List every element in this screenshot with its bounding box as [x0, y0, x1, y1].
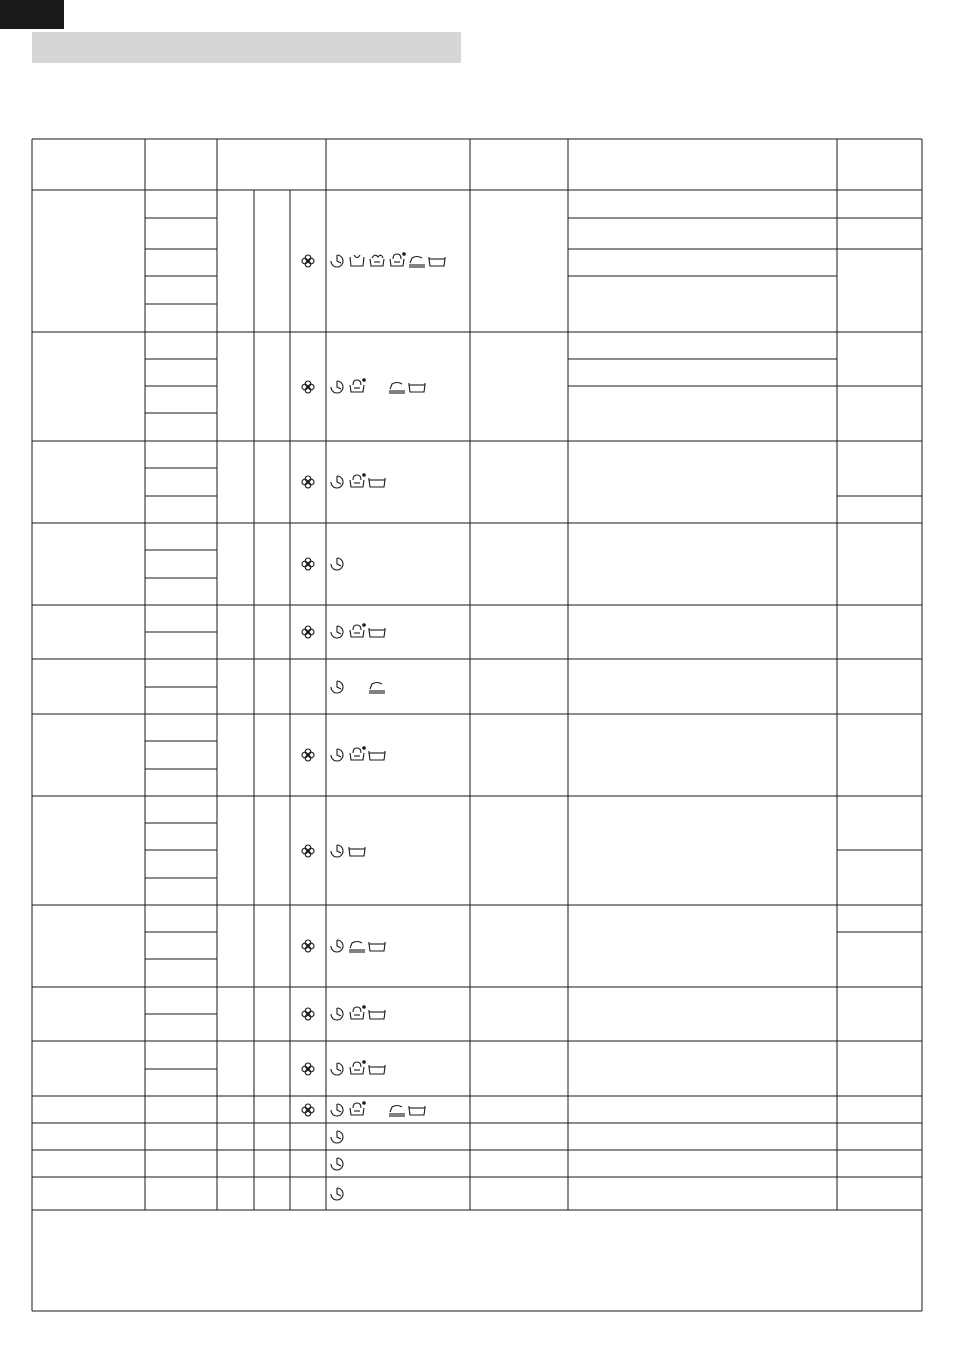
easy-iron-icon — [409, 257, 425, 268]
easy-iron-icon — [369, 683, 385, 694]
extra-rinse-icon — [369, 628, 385, 637]
intensive-icon — [350, 623, 366, 637]
flower-icon — [302, 255, 314, 267]
flower-icon — [302, 558, 314, 570]
extra-rinse-icon — [369, 751, 385, 760]
table-grid — [32, 139, 922, 1311]
extra-rinse-icon — [409, 383, 425, 392]
extra-rinse-icon — [429, 257, 445, 266]
timer-icon — [331, 681, 343, 693]
table-icons — [302, 252, 445, 1200]
timer-icon — [331, 749, 343, 761]
timer-icon — [331, 255, 343, 267]
intensive-icon — [350, 1060, 366, 1074]
flower-icon — [302, 940, 314, 952]
flower-icon — [302, 845, 314, 857]
extra-rinse-icon — [349, 847, 365, 856]
flower-icon — [302, 749, 314, 761]
timer-icon — [331, 1008, 343, 1020]
timer-icon — [331, 1188, 343, 1200]
intensive-icon — [350, 1101, 366, 1115]
timer-icon — [331, 940, 343, 952]
flower-icon — [302, 381, 314, 393]
intensive-icon — [350, 378, 366, 392]
flower-icon — [302, 1063, 314, 1075]
extra-rinse-icon — [409, 1106, 425, 1115]
timer-icon — [331, 558, 343, 570]
extra-rinse-icon — [369, 1065, 385, 1074]
intensive-icon — [350, 473, 366, 487]
extra-rinse-icon — [369, 1010, 385, 1019]
timer-icon — [331, 476, 343, 488]
flower-icon — [302, 1008, 314, 1020]
extra-rinse-icon — [369, 478, 385, 487]
easy-iron-icon — [349, 942, 365, 953]
flower-icon — [302, 476, 314, 488]
timer-icon — [331, 1063, 343, 1075]
stain-icon — [370, 255, 384, 266]
timer-icon — [331, 1104, 343, 1116]
intensive-icon — [350, 746, 366, 760]
timer-icon — [331, 1131, 343, 1143]
flower-icon — [302, 1104, 314, 1116]
intensive-icon — [350, 1005, 366, 1019]
timer-icon — [331, 626, 343, 638]
flower-icon — [302, 626, 314, 638]
timer-icon — [331, 381, 343, 393]
timer-icon — [331, 1158, 343, 1170]
prewash-icon — [350, 255, 364, 266]
easy-iron-icon — [389, 1106, 405, 1117]
easy-iron-icon — [389, 383, 405, 394]
extra-rinse-icon — [369, 942, 385, 951]
intensive-icon — [390, 252, 406, 266]
timer-icon — [331, 845, 343, 857]
